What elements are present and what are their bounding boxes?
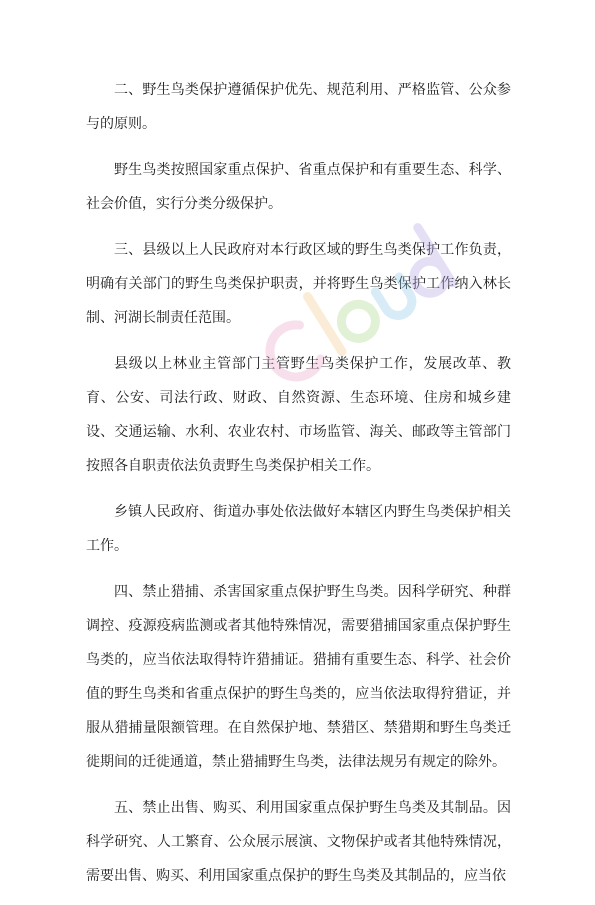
paragraph-township-governments: 乡镇人民政府、街道办事处依法做好本辖区内野生鸟类保护相关工作。 bbox=[86, 504, 511, 554]
paragraph-classification: 野生鸟类按照国家重点保护、省重点保护和有重要生态、科学、社会价值，实行分类分级保护。 bbox=[86, 162, 511, 212]
paragraph-trade-prohibition: 五、禁止出售、购买、利用国家重点保护野生鸟类及其制品。因科学研究、人工繁育、公众展示展演、文物保护或者其他特殊情况，需要出售、购买、利用国家重点保护的野生鸟类及其制品的，应当依 bbox=[86, 800, 511, 884]
paragraph-forestry-departments: 县级以上林业主管部门主管野生鸟类保护工作，发展改革、教育、公安、司法行政、财政、自然资源、生态环境、住房和城乡建设、交通运输、水利、农业农村、市场监管、海关、邮政等主管部门按照各自职责依法负责野生鸟类保护相关工作。 bbox=[86, 356, 511, 474]
document-body bbox=[86, 73, 511, 905]
paragraph-principles: 二、野生鸟类保护遵循保护优先、规范利用、严格监管、公众参与的原则。 bbox=[86, 82, 511, 132]
paragraph-hunting-prohibition: 四、禁止猎捕、杀害国家重点保护野生鸟类。因科学研究、种群调控、疫源疫病监测或者其他特殊情况，需要猎捕国家重点保护野生鸟类的，应当依法取得特许猎捕证。猎捕有重要生态、科学、社会价值的野生鸟类和省重点保护的野生鸟类的，应当依法取得狩猎证，并服从猎捕量限额管理。在自然保护地、禁猎区、禁猎期和野生鸟类迁徙期间的迁徙通道，禁止猎捕野生鸟类，法律法规另有规定的除外。 bbox=[86, 584, 511, 770]
paragraph-government-responsibility: 三、县级以上人民政府对本行政区域的野生鸟类保护工作负责，明确有关部门的野生鸟类保护职责，并将野生鸟类保护工作纳入林长制、河湖长制责任范围。 bbox=[86, 242, 511, 326]
